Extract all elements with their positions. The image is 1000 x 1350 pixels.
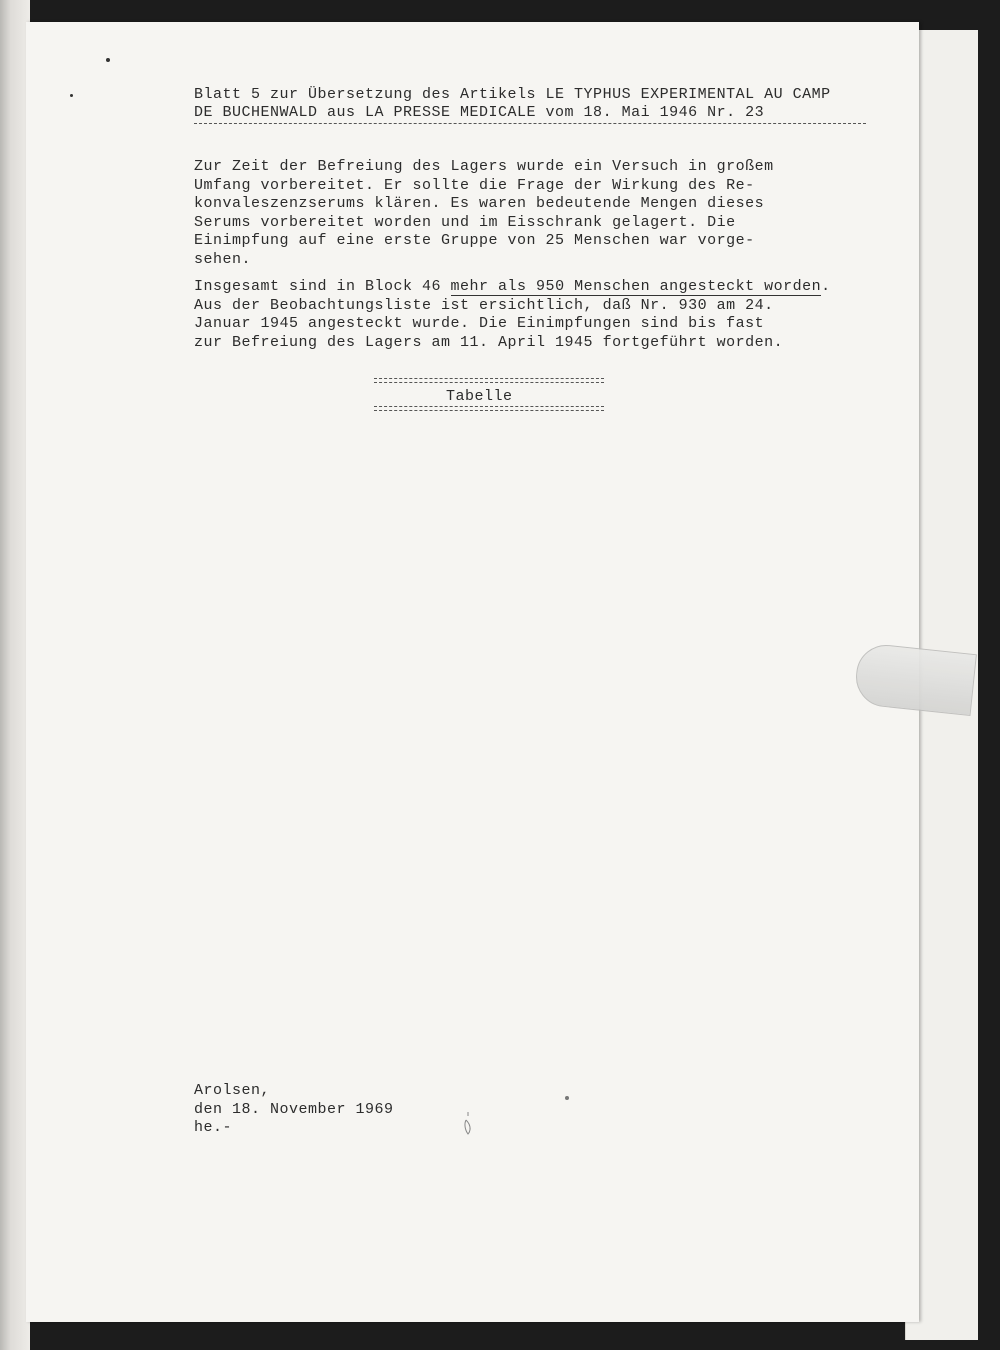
footer-date: den 18. November 1969 [194,1100,394,1118]
pencil-mark [462,1110,474,1138]
paragraph-2 [194,278,831,352]
paragraph-1-line: Umfang vorbereitet. Er sollte die Frage der Wirkung des Re- [194,176,755,194]
paragraph-1-line: konvaleszenzserums klären. Es waren bedeutende Mengen dieses [194,195,765,212]
footer-place: Arolsen, [194,1082,271,1099]
paragraph-2-underlined: mehr als 950 Menschen angesteckt worden [450,278,822,295]
paragraph-2-line: zur Befreiung des Lagers am 11. April 1945 fortgeführt worden. [194,333,784,351]
footer-initials: he.- [194,1119,233,1136]
ink-speck [70,94,73,97]
header-dashed-rule [194,123,866,124]
paragraph-1-line: Serums vorbereitet worden und im Eisschrank gelagert. Die [194,213,736,231]
ink-speck [565,1096,569,1100]
paragraph-2-suffix: . [821,278,831,295]
paragraph-2-line: Aus der Beobachtungsliste ist ersichtlich, daß Nr. 930 am 24. [194,296,774,314]
paragraph-1-line: Einimpfung auf eine erste Gruppe von 25 Menschen war vorge- [194,232,755,249]
table-heading: Tabelle [446,388,513,405]
header-line-2: DE BUCHENWALD aus LA PRESSE MEDICALE vom 18. Mai 1946 Nr. 23 [194,104,765,121]
paragraph-2-prefix: Insgesamt sind in Block 46 [194,278,451,295]
paragraph-1 [194,158,774,269]
paragraph-1-line: Zur Zeit der Befreiung des Lagers wurde ein Versuch in großem [194,158,774,175]
paragraph-2-line: Januar 1945 angesteckt wurde. Die Einimpfungen sind bis fast [194,315,765,332]
footer-block [194,1082,394,1138]
ink-speck [106,58,110,62]
table-heading-rule-top [374,378,604,383]
paragraph-1-line: sehen. [194,250,252,268]
table-heading-rule-bottom [374,406,604,411]
header-line-1: Blatt 5 zur Übersetzung des Artikels LE TYPHUS EXPERIMENTAL AU CAMP [194,86,831,103]
